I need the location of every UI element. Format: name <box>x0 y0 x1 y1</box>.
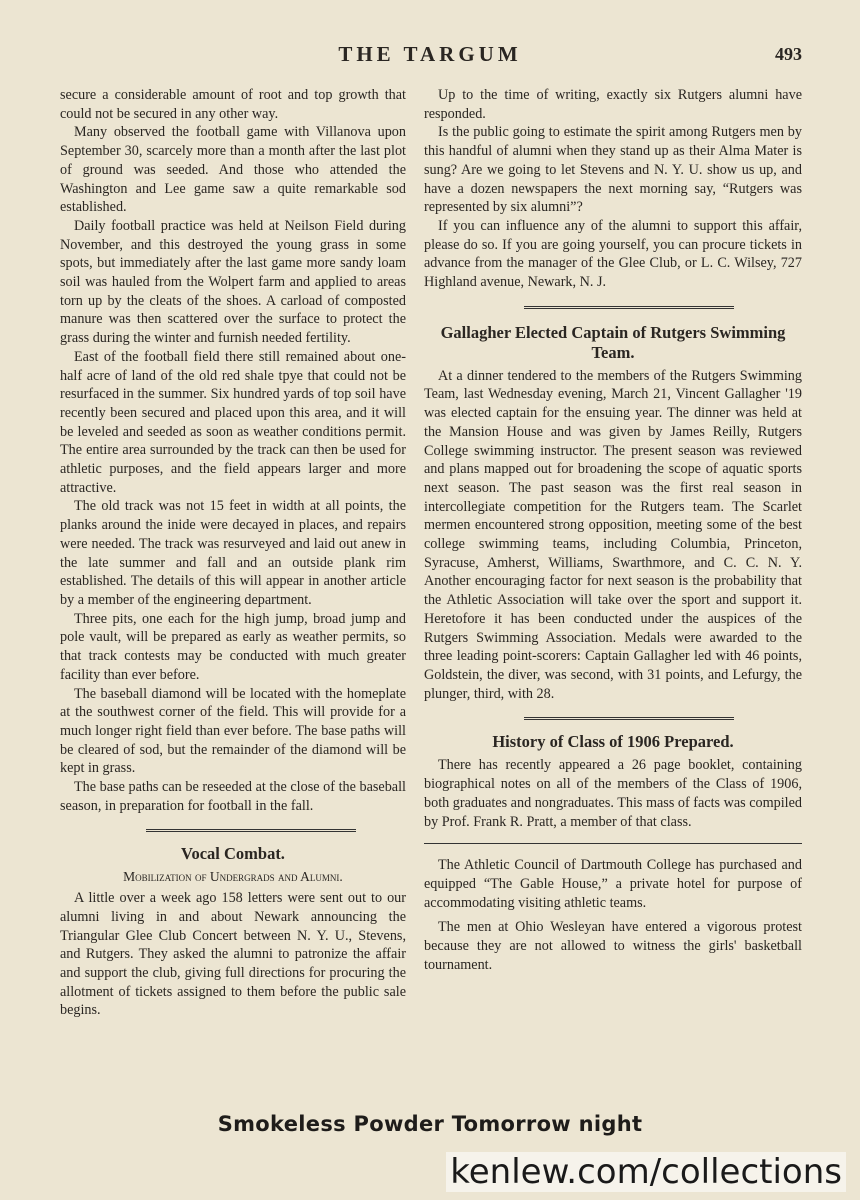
advertisement-banner: Smokeless Powder Tomorrow night <box>217 1112 643 1136</box>
paragraph: There has recently appeared a 26 page booklet, containing biographical notes on all of the members of the Class of 1906, both graduates and nongraduates. This mass of facts was compiled by Prof. Frank R. Pratt, a member of that class. <box>424 757 802 830</box>
paragraph: A little over a week ago 158 letters were sent out to our alumni living in and about Newark announcing the Triangular Glee Club Concert between N. Y. U., Stevens, and Rutgers. They asked the alumni to patronize the affair and support the club, giving full directions for procuring the allotment of tickets assigned to them before the public sale begins. <box>60 890 406 1019</box>
paragraph: East of the football field there still remained about one-half acre of land of the old red shale tpye that could not be resurfaced in the summer. Six hundred yards of top soil have recently been secured and placed upon this area, and it will be leveled and seeded as soon as weather conditions permit. The entire area surrounded by the track can then be used for athletic purposes, and the field appears larger and more attractive. <box>60 348 406 496</box>
article-subhead: Mobilization of Undergrads and Alumni. <box>123 869 343 885</box>
paragraph: The Athletic Council of Dartmouth College has purchased and equipped “The Gable House,” a private hotel for purpose of accommodating visiting athletic teams. <box>424 857 802 911</box>
paragraph: At a dinner tendered to the members of the Rutgers Swimming Team, last Wednesday evening, March 21, Vincent Gallagher '19 was elected captain for the ensuing year. The dinner was held at the Mansion House and was given by James Reilly, Rutgers College swimming instructor. The present season was reviewed and plans mapped out for broadening the scope of aquatic sports next season. The past season was the first real season in intercollegiate competition for the Rutgers team. The Scarlet mermen encountered strong opposition, meeting some of the best college swimming teams, including Columbia, Princeton, Syracuse, Amherst, Williams, Swarthmore, and C. C. N. Y. Another encouraging factor for next season is the probability that the Athletic Association will take over the sport and support it. Heretofore it has been conducted under the auspices of the Rutgers Swimming Association. Medals were awarded to the three leading point-scorers: Captain Gallagher led with 46 points, Goldstein, the diver, was second, with 31 points, and Lefurgy, the plunger, third, with 28. <box>424 367 802 702</box>
section-divider <box>146 829 356 832</box>
paragraph: secure a considerable amount of root and top growth that could not be secured in any other way. <box>60 87 406 122</box>
paragraph: Many observed the football game with Villanova upon September 30, scarcely more than a month after the last plot of ground was seeded. And those who attended the Washington and Lee game saw a quite remarkable sod established. <box>60 124 406 216</box>
paragraph: The old track was not 15 feet in width at all points, the planks around the inide were decayed in places, and repairs were needed. The track was resurveyed and laid out anew in the late summer and fall and an outside plank rim established. The details of this will appear in another article by a member of the engineering department. <box>60 498 406 608</box>
left-column <box>60 86 406 1020</box>
publication-title: THE TARGUM <box>338 42 522 66</box>
watermark: kenlew.com/collections <box>446 1152 846 1192</box>
right-column <box>424 86 802 974</box>
paragraph: Three pits, one each for the high jump, broad jump and pole vault, will be prepared as early as weather permits, so that track contests may be conducted with much greater facility than ever before. <box>60 610 406 683</box>
paragraph: The baseball diamond will be located with the homeplate at the southwest corner of the field. This will provide for a much longer right field than ever before. The base paths will be cleared of sod, but the remainder of the diamond will be kept in grass. <box>60 685 406 777</box>
paragraph: The men at Ohio Wesleyan have entered a vigorous protest because they are not allowed to witness the girls' basketball tournament. <box>424 919 802 973</box>
paragraph: The base paths can be reseeded at the close of the baseball season, in preparation for football in the fall. <box>60 779 406 814</box>
paragraph: If you can influence any of the alumni to support this affair, please do so. If you are going yourself, you can procure tickets in advance from the manager of the Glee Club, or L. C. Wilsey, 727 Highland avenue, Newark, N. J. <box>424 217 802 291</box>
paragraph: Up to the time of writing, exactly six Rutgers alumni have responded. <box>424 87 802 122</box>
section-divider <box>424 843 802 844</box>
section-divider <box>524 717 734 720</box>
section-divider <box>524 306 734 309</box>
article-heading-gallagher: Gallagher Elected Captain of Rutgers Swimming Team. <box>440 322 786 362</box>
page-number: 493 <box>775 44 802 64</box>
article-heading-history: History of Class of 1906 Prepared. <box>492 732 734 752</box>
paragraph: Is the public going to estimate the spirit among Rutgers men by this handful of alumni when they stand up as their Alma Mater is sung? Are we going to let Stevens and N. Y. U. show us up, and have a dozen newspapers the next morning say, “Rutgers was represented by six alumni”? <box>424 124 802 216</box>
article-heading-vocal-combat: Vocal Combat. <box>181 844 285 864</box>
page-header <box>0 42 860 72</box>
paragraph: Daily football practice was held at Neilson Field during November, and this destroyed the young grass in some spots, but immediately after the last game more sandy loam soil was hauled from the Wolpert farm and applied to areas torn up by the cleats of the shoes. A carload of composted manure was then scattered over the surface to protect the grass during the winter and furnish needed fertility. <box>60 217 406 347</box>
